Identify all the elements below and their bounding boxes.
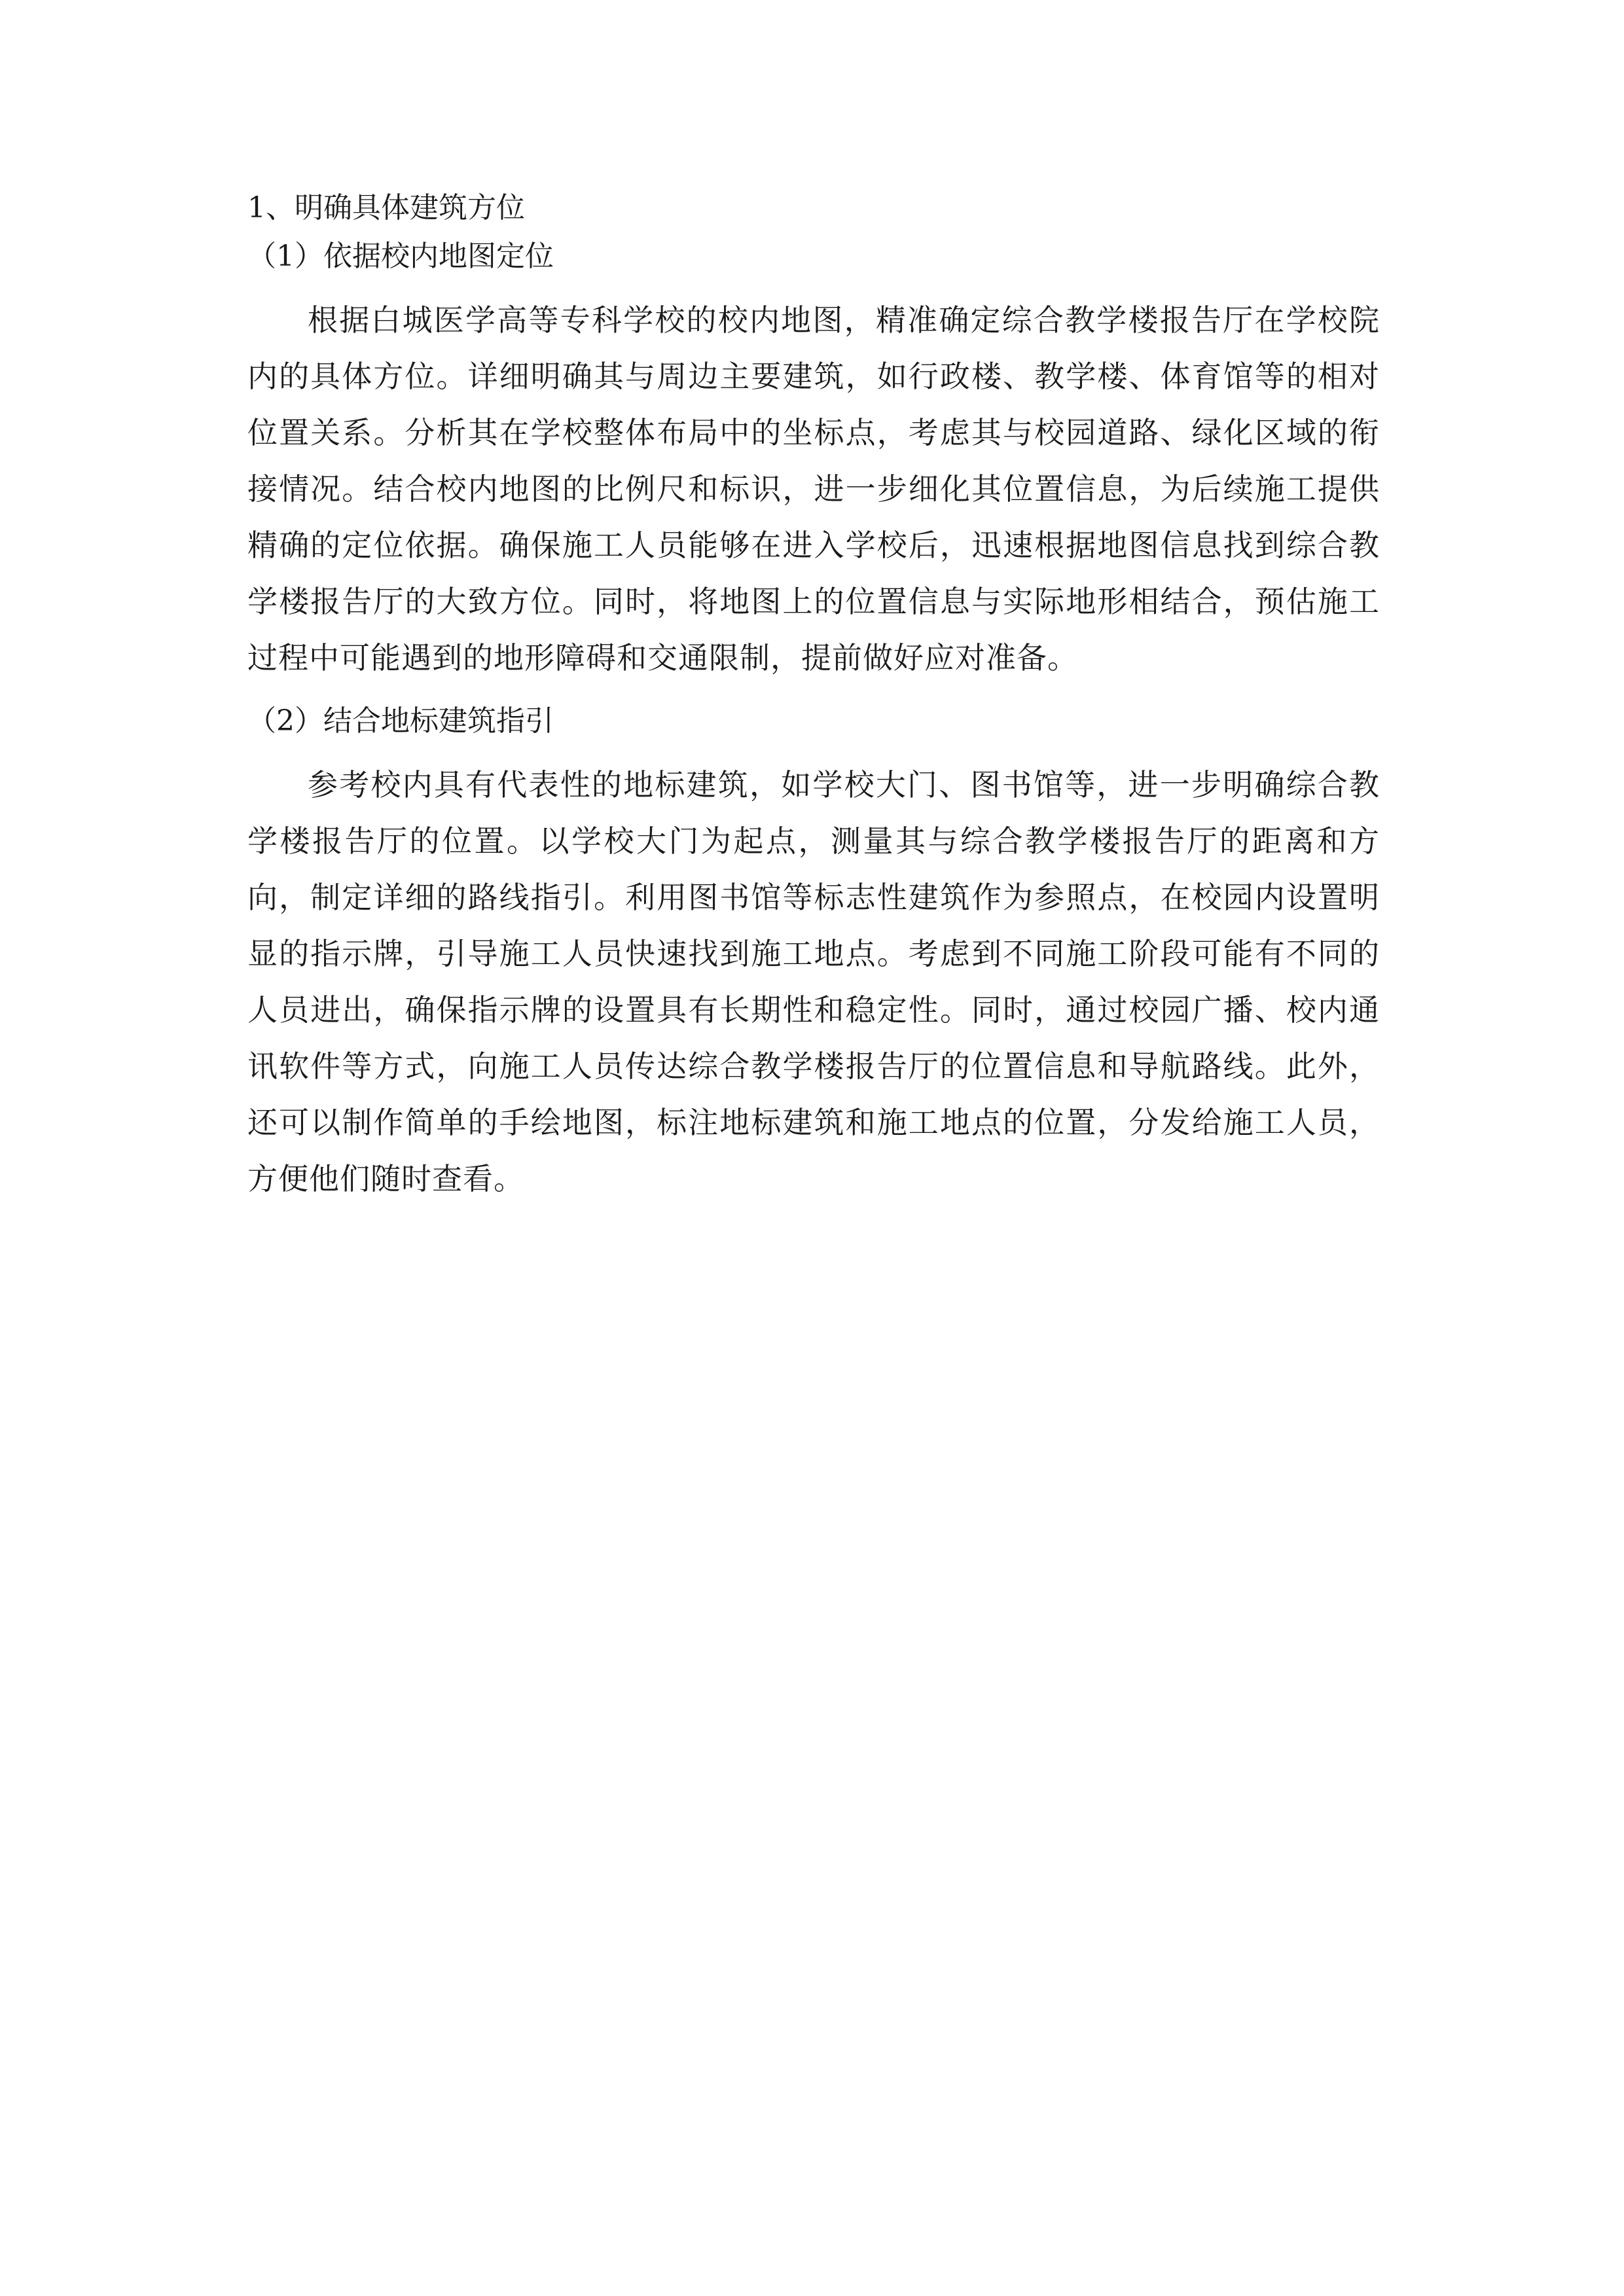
subsection-paragraph-1: 根据白城医学高等专科学校的校内地图，精准确定综合教学楼报告厅在学校院内的具体方位。详细明确其与周边主要建筑，如行政楼、教学楼、体育馆等的相对位置关系。分析其在学校整体布局中的坐标点，考虑其与校园道路、绿化区域的衔接情况。结合校内地图的比例尺和标识，进一步细化其位置信息，为后续施工提供精确的定位依据。确保施工人员能够在进入学校后，迅速根据地图信息找到综合教学楼报告厅的大致方位。同时，将地图上的位置信息与实际地形相结合，预估施工过程中可能遇到的地形障碍和交通限制，提前做好应对准备。 <box>247 302 1380 675</box>
document-body <box>247 190 1380 1207</box>
subsection-title-1: （1）依据校内地图定位 <box>247 240 554 273</box>
section-title: 1、明确具体建筑方位 <box>247 191 525 224</box>
subsection-title-2: （2）结合地标建筑指引 <box>247 704 554 738</box>
subsection-paragraph-2: 参考校内具有代表性的地标建筑，如学校大门、图书馆等，进一步明确综合教学楼报告厅的位置。以学校大门为起点，测量其与综合教学楼报告厅的距离和方向，制定详细的路线指引。利用图书馆等标志性建筑作为参照点，在校园内设置明显的指示牌，引导施工人员快速找到施工地点。考虑到不同施工阶段可能有不同的人员进出，确保指示牌的设置具有长期性和稳定性。同时，通过校园广播、校内通讯软件等方式，向施工人员传达综合教学楼报告厅的位置信息和导航路线。此外，还可以制作简单的手绘地图，标注地标建筑和施工地点的位置，分发给施工人员，方便他们随时查看。 <box>247 767 1380 1196</box>
